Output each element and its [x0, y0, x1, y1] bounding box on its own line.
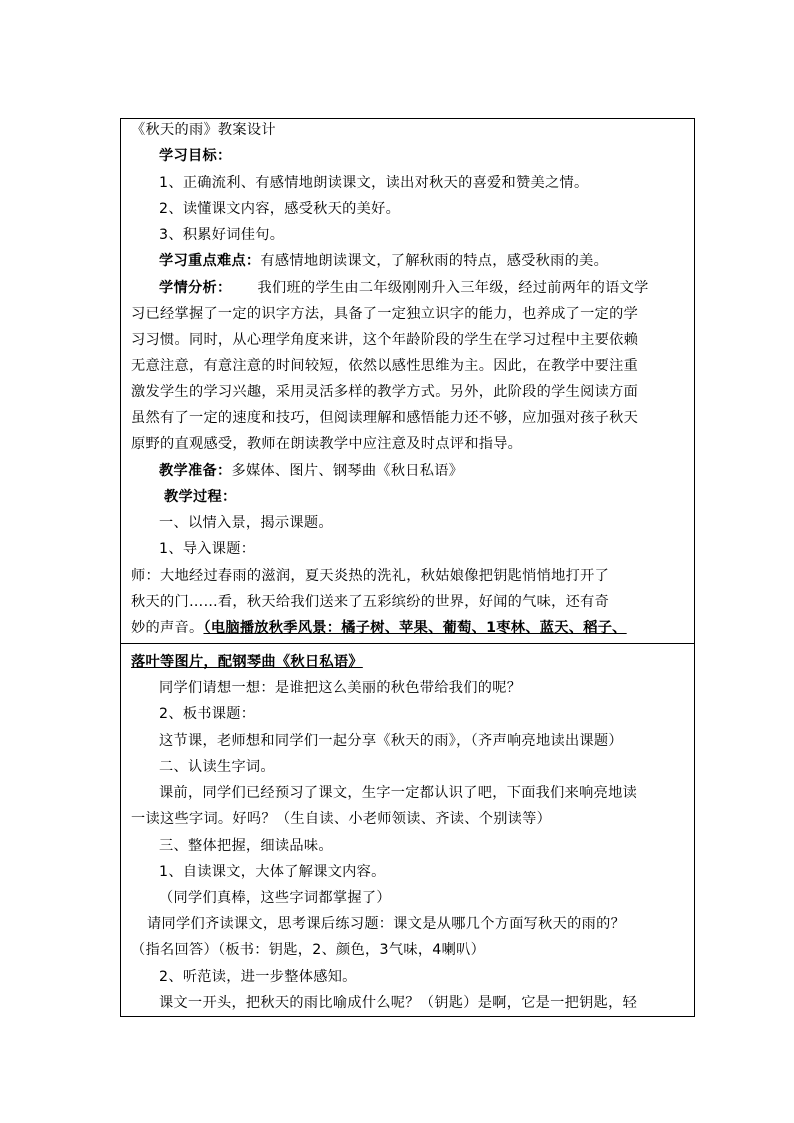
teacher-line: 秋天的门……看，秋天给我们送来了五彩缤纷的世界，好闻的气味，还有奇 [131, 594, 610, 610]
teacher-line-with-note [131, 618, 627, 638]
goals-heading: 学习目标： [159, 148, 232, 164]
teacher-line-end: 妙的声音。 [131, 620, 204, 636]
goal-item: 2、读懂课文内容，感受秋天的美好。 [159, 201, 401, 217]
prep-text: 多媒体、图片、钢琴曲《秋日私语》 [231, 463, 464, 479]
key-points-label: 学习重点难点： [159, 253, 261, 269]
analysis-text: 我们班的学生由二年级刚刚升入三年级，经过前两年的语文学 [257, 280, 649, 296]
analysis-line: 无意注意，有意注意的时间较短，依然以感性思维为主。因此，在教学中要注重 [131, 358, 639, 374]
section-heading: 三、整体把握，细读品味。 [159, 838, 333, 854]
key-points [159, 251, 608, 271]
step-heading: 1、自读课文，大体了解课文内容。 [159, 864, 386, 880]
board-notes: （指名回答）（板书：钥匙，2、颜色，3气味，4喇叭） [131, 942, 486, 958]
analysis-line: 激发学生的学习兴趣，采用灵活多样的教学方式。另外，此阶段的学生阅读方面 [131, 384, 639, 400]
board-text: 这节课，老师想和同学们一起分享《秋天的雨》，（齐声响亮地读出课题） [159, 733, 623, 749]
analysis-first-line [159, 278, 649, 298]
analysis-line: 习已经掌握了一定的识字方法，具备了一定独立识字的能力，也养成了一定的学 [131, 306, 639, 322]
question-text: 请同学们齐读课文，思考课后练习题：课文是从哪几个方面写秋天的雨的？ [147, 916, 626, 932]
step-heading: 2、听范读，进一步整体感知。 [159, 969, 357, 985]
analysis-line: 原野的直观感受，教师在朗读教学中应注意及时点评和指导。 [131, 436, 523, 452]
media-note: 落叶等图片，配钢琴曲《秋日私语》 [131, 654, 363, 670]
document-title: 《秋天的雨》教案设计 [131, 122, 276, 138]
prep [159, 461, 463, 481]
section-heading: 一、以情入景，揭示课题。 [159, 515, 333, 531]
process-heading: 教学过程： [164, 489, 237, 505]
teacher-line: 师：大地经过春雨的滋润，夏天炎热的洗礼，秋姑娘像把钥匙悄悄地打开了 [131, 568, 610, 584]
words-line: 课前，同学们已经预习了课文，生字一定都认识了吧，下面我们来响亮地读 [159, 785, 638, 801]
last-line: 课文一开头，把秋天的雨比喻成什么呢？（钥匙）是啊，它是一把钥匙，轻 [159, 995, 638, 1011]
media-note: （电脑播放秋季风景：橘子树、苹果、葡萄、1枣林、蓝天、稻子、 [203, 620, 627, 636]
key-points-text: 有感情地朗读课文，了解秋雨的特点，感受秋雨的美。 [260, 253, 609, 269]
words-line: 一读这些字词。好吗？（生自读、小老师领读、齐读、个别读等） [131, 811, 552, 827]
prep-label: 教学准备： [159, 463, 232, 479]
section-heading: 二、认读生字词。 [159, 759, 275, 775]
analysis-line: 虽然有了一定的速度和技巧，但阅读理解和感悟能力还不够，应加强对孩子秋天 [131, 410, 639, 426]
step-heading: 2、板书课题： [159, 706, 256, 722]
praise-text: （同学们真棒，这些字词都掌握了） [159, 890, 391, 906]
goal-item: 3、积累好词佳句。 [159, 227, 285, 243]
analysis-line: 习习惯。同时，从心理学角度来讲，这个年龄阶段的学生在学习过程中主要依赖 [131, 332, 639, 348]
table-row-divider [120, 643, 695, 644]
question-text: 同学们请想一想：是谁把这么美丽的秋色带给我们的呢？ [159, 680, 522, 696]
analysis-label: 学情分析： [159, 280, 232, 296]
goal-item: 1、正确流利、有感情地朗读课文，读出对秋天的喜爱和赞美之情。 [159, 175, 589, 191]
step-heading: 1、导入课题： [159, 541, 256, 557]
